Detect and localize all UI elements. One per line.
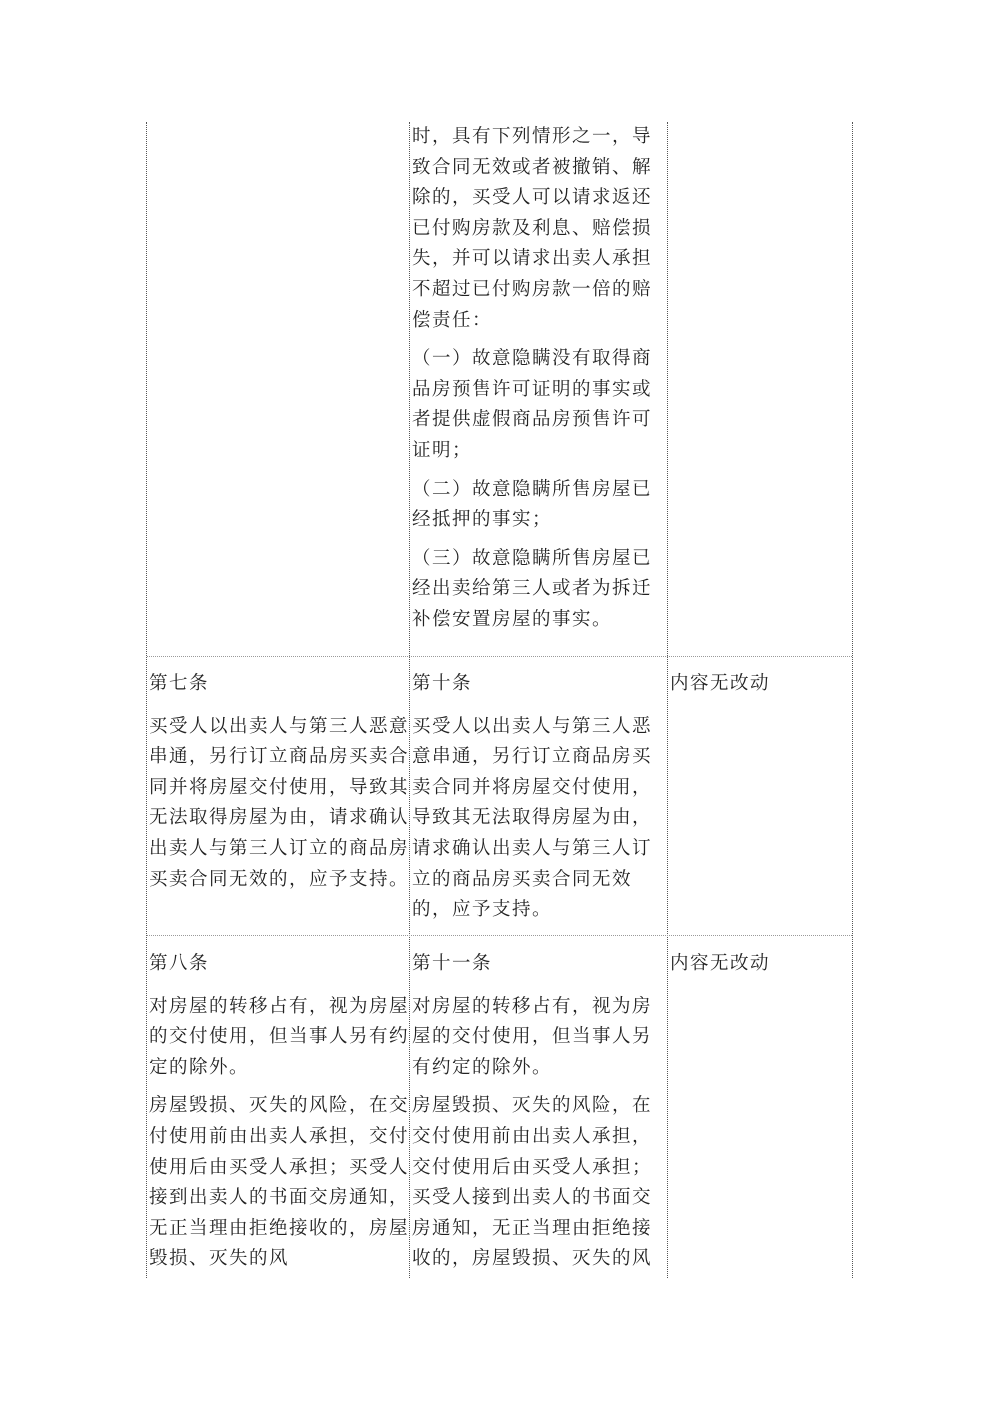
article-paragraph: 房屋毁损、灭失的风险，在交付使用前由出卖人承担，交付使用后由买受人承担；买受人接到出卖人的书面交房通知，无正当理由拒绝接收的，房屋毁损、灭失的风 (412, 1095, 653, 1270)
change-note: 内容无改动 (670, 673, 771, 694)
comparison-table (146, 122, 853, 1278)
article-paragraph: 买受人以出卖人与第三人恶意串通，另行订立商品房买卖合同并将房屋交付使用，导致其无法取得房屋为由，请求确认出卖人与第三人订立的商品房买卖合同无效的，应予支持。 (149, 715, 410, 890)
article-paragraph: （一）故意隐瞒没有取得商品房预售许可证明的事实或者提供虚假商品房预售许可证明； (412, 348, 653, 461)
row-divider (147, 935, 852, 936)
article-number: 第七条 (149, 673, 210, 694)
article-number: 第十一条 (412, 953, 493, 974)
table-row-3-old-cell (147, 949, 409, 1283)
article-number: 第八条 (149, 953, 210, 974)
article-paragraph: （三）故意隐瞒所售房屋已经出卖给第三人或者为拆迁补偿安置房屋的事实。 (412, 547, 653, 630)
article-paragraph: 对房屋的转移占有，视为房屋的交付使用，但当事人另有约定的除外。 (412, 995, 653, 1078)
article-paragraph: 买受人以出卖人与第三人恶意串通，另行订立商品房买卖合同并将房屋交付使用，导致其无法取得房屋为由，请求确认出卖人与第三人订立的商品房买卖合同无效的，应予支持。 (412, 715, 653, 921)
table-row-1-note-cell (668, 122, 852, 130)
article-number: 第十条 (412, 673, 473, 694)
article-paragraph: 对房屋的转移占有，视为房屋的交付使用，但当事人另有约定的除外。 (149, 995, 410, 1078)
article-paragraph: （二）故意隐瞒所售房屋已经抵押的事实； (412, 478, 653, 531)
table-row-2-new-cell (410, 669, 667, 934)
row-divider (147, 656, 852, 657)
table-row-3-note-cell (668, 949, 852, 992)
table-row-3-new-cell (410, 949, 667, 1283)
article-paragraph: 时，具有下列情形之一，导致合同无效或者被撤销、解除的，买受人可以请求返还已付购房款及利息、赔偿损失，并可以请求出卖人承担不超过已付购房款一倍的赔偿责任： (412, 126, 653, 331)
table-row-1-new-cell (410, 122, 667, 644)
article-paragraph: 房屋毁损、灭失的风险，在交付使用前由出卖人承担，交付使用后由买受人承担；买受人接到出卖人的书面交房通知，无正当理由拒绝接收的，房屋毁损、灭失的风 (149, 1095, 410, 1270)
table-row-2-note-cell (668, 669, 852, 712)
table-row-2-old-cell (147, 669, 409, 903)
change-note: 内容无改动 (670, 953, 771, 974)
